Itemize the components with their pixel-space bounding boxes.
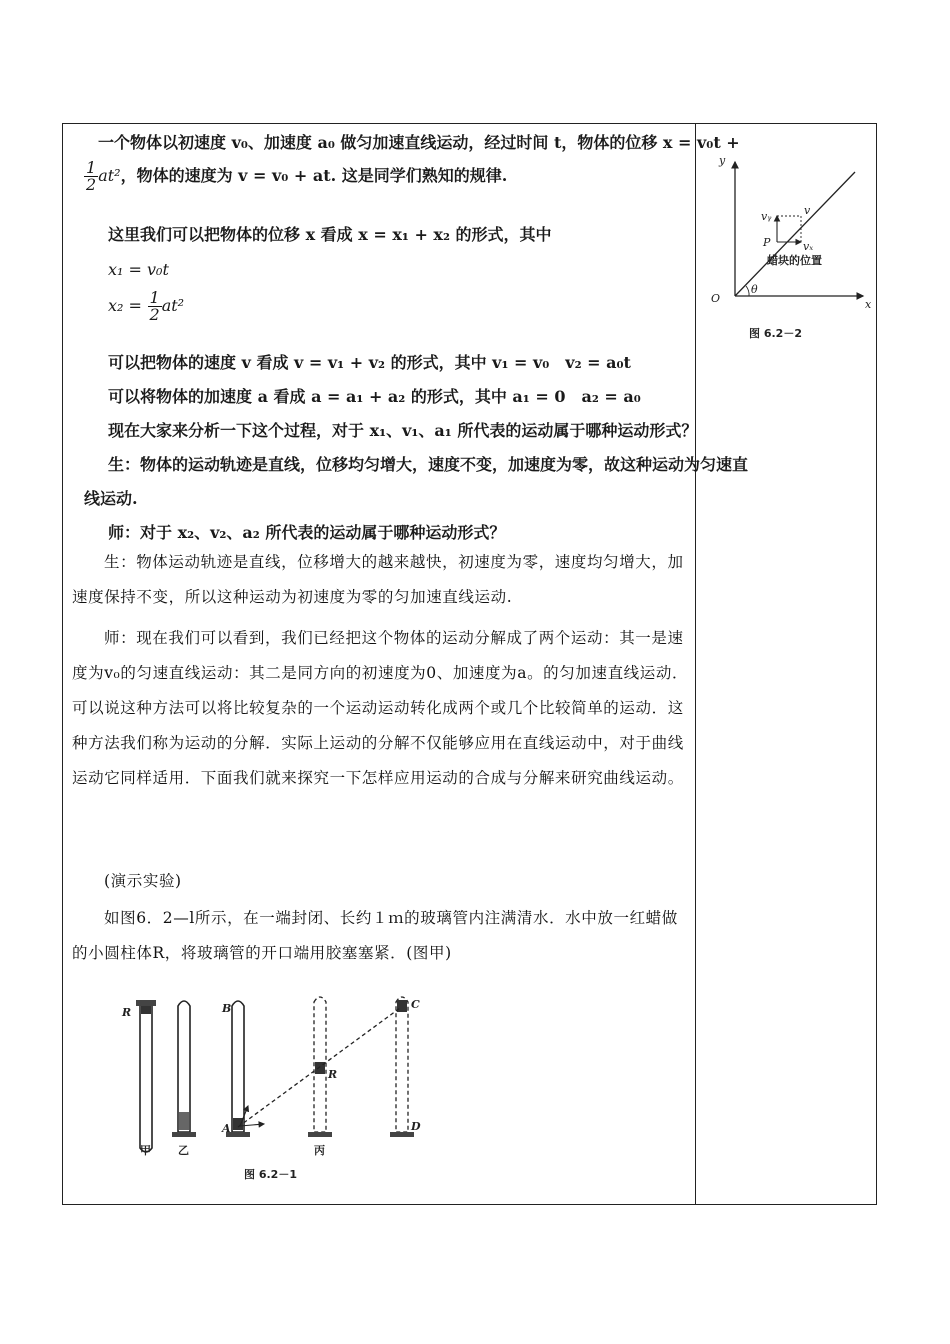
scan-line-7: 可以将物体的加速度 a 看成 a = a₁ + a₂ 的形式，其中 a₁ = 0 a₂ = a₀: [108, 387, 641, 406]
label-theta: θ: [751, 283, 758, 296]
tube-jia: [136, 1000, 156, 1152]
label-x-axis: x: [865, 298, 872, 311]
fraction-half-2: $\frac{1}{2}$: [149, 288, 160, 324]
label-point-p: P: [763, 236, 771, 249]
column-divider: [695, 123, 696, 1205]
scan-line-9: 生：物体的运动轨迹是直线，位移均匀增大，速度不变，加速度为零，故这种运动为匀速直: [108, 455, 749, 474]
scan-line-1: 一个物体以初速度 v₀、加速度 a₀ 做匀加速直线运动，经过时间 t，物体的位移 x = v₀t +: [98, 133, 740, 152]
tube-right-dashed: [390, 997, 414, 1137]
label-origin: O: [711, 292, 721, 305]
paragraph-student-answer: 生：物体运动轨迹是直线，位移增大的越来越快，初速度为零，速度均匀增大，加速度保持不变，所以这种运动为初速度为零的匀加速直线运动.: [72, 553, 684, 606]
label-wax-position: 蜡块的位置: [767, 254, 822, 267]
label-jia: 甲: [140, 1144, 151, 1157]
scan-line-8: 现在大家来分析一下这个过程，对于 x₁、v₁、a₁ 所代表的运动属于哪种运动形式？: [108, 421, 698, 440]
caption-6-2-1: 图 6.2－1: [244, 1168, 297, 1181]
scan-line-3: 这里我们可以把物体的位移 x 看成 x = x₁ + x₂ 的形式，其中: [108, 225, 552, 244]
figure-6-2-1: [108, 982, 448, 1192]
label-yi: 乙: [178, 1144, 189, 1157]
scan-line-11: 师：对于 x₂、v₂、a₂ 所代表的运动属于哪种运动形式？: [108, 523, 506, 542]
angle-arc: [746, 286, 749, 296]
label-a: A: [222, 1122, 231, 1135]
label-d: D: [411, 1120, 421, 1133]
label-vx: vₓ: [803, 240, 814, 253]
scan-line-4: x₁ = v₀t: [108, 260, 169, 279]
scan-line-6: 可以把物体的速度 v 看成 v = v₁ + v₂ 的形式，其中 v₁ = v₀ v₂ = a₀t: [108, 353, 631, 372]
paragraph-experiment: 如图6．2—l所示，在一端封闭、长约１ｍ的玻璃管内注满清水．水中放一红蜡做的小圆柱体R，将玻璃管的开口端用胶塞塞紧．(图甲): [72, 909, 678, 962]
tube-yi: [172, 1001, 196, 1137]
fraction-half: $\frac{1}{2}$: [86, 158, 97, 194]
paragraph-demo-heading: (演示实验): [104, 872, 182, 890]
scan-line-2: $\frac{1}{2}$ at²，物体的速度为 v = v₀ + at. 这是同学们熟知的规律.: [86, 158, 508, 194]
figure-6-2-2: [705, 150, 875, 350]
label-r-middle: R: [328, 1068, 338, 1081]
label-vy: vᵧ: [761, 210, 772, 223]
caption-6-2-2: 图 6.2－2: [749, 327, 802, 340]
label-bing: 丙: [314, 1144, 325, 1157]
label-v: v: [804, 204, 811, 217]
paragraph-teacher: 师：现在我们可以看到，我们已经把这个物体的运动分解成了两个运动：其一是速度为v₀的匀速直线运动：其二是同方向的初速度为0、加速度为a。的匀加速直线运动．可以说这种方法可以将比较复杂的一个运动运动转化成两个或几个比较简单的运动．这种方法我们称为运动的分解．实际上运动的分解不仅能够应用在直线运动中，对于曲线运动它同样适用．下面我们就来探究一下怎样应用运动的合成与分解来研究曲线运动。: [72, 629, 689, 787]
trajectory-line: [735, 172, 855, 296]
label-c: C: [411, 998, 420, 1011]
tube-b: [226, 1001, 264, 1137]
label-y-axis: y: [719, 154, 726, 167]
scan-line-10: 线运动.: [84, 489, 138, 508]
label-b: B: [222, 1002, 232, 1015]
path-a-to-c: [238, 1008, 400, 1127]
label-r-top: R: [122, 1006, 132, 1019]
scan-line-5: x₂ = $\frac{1}{2}$ at²: [108, 288, 185, 324]
